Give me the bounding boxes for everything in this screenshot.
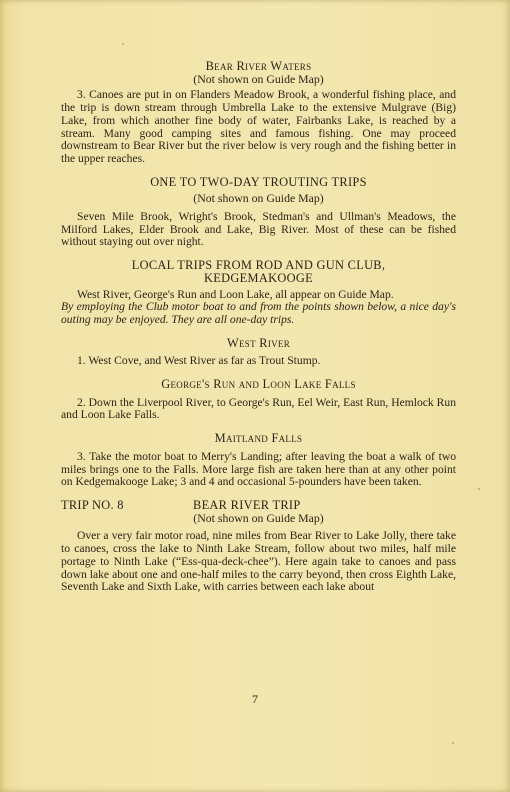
trip-number: TRIP NO. 8	[61, 497, 124, 512]
section-subheading: (Not shown on Guide Map)	[193, 71, 324, 86]
section-heading-local-line2: KEDGEMAKOOGE	[204, 270, 313, 285]
paragraph-bear-river-waters: 3. Canoes are put in on Flanders Meadow Brook, a wonderful fishing place, and the trip is down stream through Umbrella Lake to the extensive Mulgrave (Big) Lake, from which another fine body of water, Fairbanks Lake, is reached by a stream. Many good camping sites and famous fishing. One may proceed downstream to Bear River but the river below is very rough and the fishing better in the upper reaches.	[61, 88, 456, 165]
trip-heading-row	[61, 499, 456, 512]
section-subheading: (Not shown on Guide Map)	[193, 191, 324, 206]
paragraph-georges-run: 2. Down the Liverpool River, to George's Run, Eel Weir, East Run, Hemlock Run and Loon Lake Falls.	[61, 395, 456, 422]
page-text	[61, 60, 456, 594]
paper-fleck	[452, 742, 454, 744]
trip-title: BEAR RIVER TRIP	[193, 497, 301, 512]
section-heading-trouting: ONE TO TWO-DAY TROUTING TRIPS	[150, 174, 367, 189]
page-number: 7	[252, 692, 258, 706]
paragraph-maitland-falls: 3. Take the motor boat to Merry's Landing; after leaving the boat a walk of two miles brings one to the Falls. More large fish are taken here than at any other point on Kedgemakooge Lake; 3 and 4 and occasional 5-pounders have been taken.	[61, 449, 456, 489]
paper-fleck	[122, 43, 124, 45]
section-heading-maitland-falls: Maitland Falls	[214, 431, 303, 446]
section-subheading: (Not shown on Guide Map)	[193, 510, 324, 525]
paper-fleck	[478, 488, 480, 490]
paragraph-local: West River, George's Run and Loon Lake, all appear on Guide Map.	[77, 287, 394, 301]
paragraph-trouting: Seven Mile Brook, Wright's Brook, Stedman's and Ullman's Meadows, the Milford Lakes, Elder Brook and Lake, Big River. Most of these can be fished without staying out over night.	[61, 210, 456, 249]
paragraph-local-italic: By employing the Club motor boat to and from the points shown below, a nice day's outing may be enjoyed. They are all one-day trips.	[61, 300, 456, 326]
paragraph-bear-river-trip: Over a very fair motor road, nine miles from Bear River to Lake Jolly, there take to canoes, cross the lake to Ninth Lake Stream, follow about two miles, half mile portage to Ninth Lake (“Ess-qua-deck-chee”). Here again take to canoes and pass down lake about one and one-half miles to the carry beyond, then cross Eighth Lake, Seventh Lake and Sixth Lake, with carries between each lake about	[61, 529, 456, 594]
paragraph-west-river: 1. West Cove, and West River as far as Trout Stump.	[77, 354, 321, 368]
section-heading-bear-river-waters: Bear River Waters	[205, 59, 312, 73]
section-heading-west-river: West River	[226, 335, 291, 350]
section-heading-local-line1: LOCAL TRIPS FROM ROD AND GUN CLUB,	[131, 258, 386, 273]
section-heading-georges-run: George's Run and Loon Lake Falls	[161, 377, 356, 392]
